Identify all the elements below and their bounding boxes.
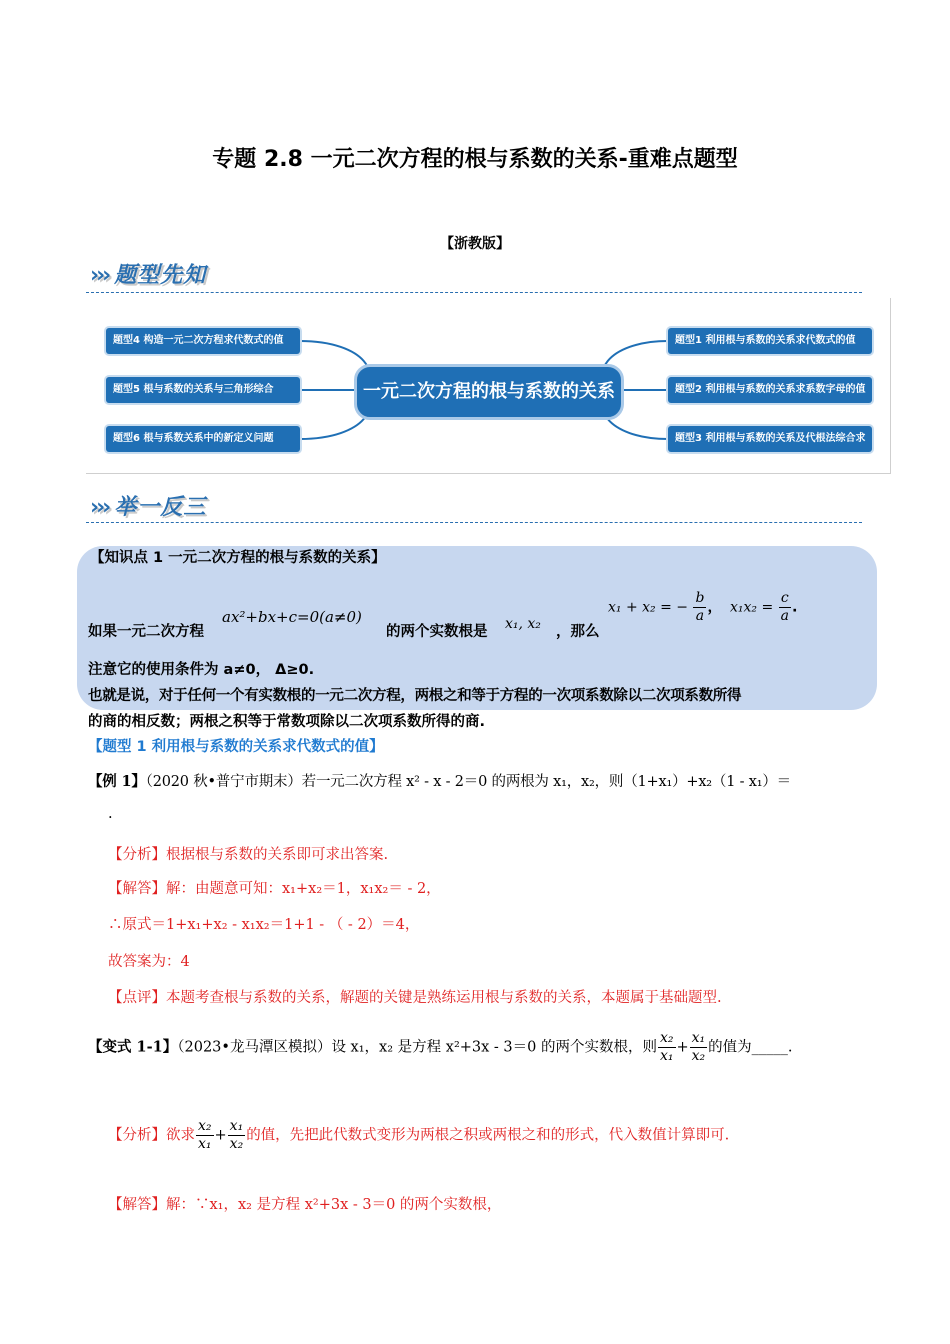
- answer-line1: 解：由题意可知：x₁+x₂＝1，x₁x₂＝ - 2，: [166, 881, 441, 897]
- knowledge-line1-c: ，那么: [556, 624, 600, 640]
- divider: [86, 292, 862, 293]
- answer-line1: 解：∵x₁，x₂ 是方程 x²+3x - 3＝0 的两个实数根，: [166, 1197, 502, 1213]
- product-formula: x₁x₂ = $\frac{c}{a}$ .: [730, 590, 798, 624]
- sum-fraction: [693, 590, 706, 625]
- section-header-label: 举一反三: [114, 495, 207, 520]
- example1-label: 【例 1】: [88, 773, 146, 790]
- answer-label: 【解答】: [108, 1197, 166, 1213]
- mindmap-node-type2[interactable]: 题型2 利用根与系数的关系求系数字母的值: [668, 377, 872, 403]
- example1-analysis: [108, 843, 388, 864]
- mindmap-node-type5[interactable]: 题型5 根与系数的关系与三角形综合: [106, 377, 300, 403]
- mindmap-node-type4[interactable]: 题型4 构造一元二次方程求代数式的值: [106, 328, 300, 354]
- fraction-numerator: x₁: [691, 1030, 706, 1046]
- example1-answer-line3: 故答案为：4: [108, 954, 190, 970]
- arrows-icon: ›››: [90, 495, 109, 520]
- page-title: 专题 2.8 一元二次方程的根与系数的关系-重难点题型: [212, 147, 738, 172]
- example1-comment: [108, 986, 722, 1007]
- product-lhs: x₁x₂ =: [730, 599, 774, 616]
- fraction-denominator: x₂: [691, 1048, 706, 1064]
- edition-label: 【浙教版】: [440, 236, 510, 252]
- knowledge-line4: 的商的相反数；两根之积等于常数项除以二次项系数所得的商.: [88, 714, 486, 730]
- example1-blank: .: [108, 806, 113, 822]
- plus-sign: +: [676, 1039, 689, 1056]
- mindmap-node-type3[interactable]: 题型3 利用根与系数的关系及代根法综合求值: [668, 426, 872, 452]
- variant11-fraction-2: [690, 1030, 708, 1065]
- product-denominator: a: [780, 608, 790, 624]
- mindmap-node-type1[interactable]: 题型1 利用根与系数的关系求代数式的值: [668, 328, 872, 354]
- mindmap-node-type6[interactable]: 题型6 根与系数关系中的新定义问题: [106, 426, 300, 452]
- analysis-text-a: 欲求: [166, 1127, 195, 1144]
- example1-text: （2020 秋•普宁市期末）若一元二次方程 x² - x - 2＝0 的两根为 x₁，x₂，则（1+x₁）+x₂（1 - x₁）＝: [145, 774, 791, 790]
- mind-map: [86, 298, 891, 474]
- knowledge-line1-b: 的两个实数根是: [386, 624, 488, 640]
- arrows-icon: ›››: [90, 263, 109, 288]
- fraction-numerator: x₂: [659, 1030, 674, 1046]
- analysis-label: 【分析】: [108, 847, 166, 863]
- analysis-text-b: 的值，先把此代数式变形为两根之积或两根之和的形式，代入数值计算即可.: [246, 1127, 730, 1144]
- type1-heading: 【题型 1 利用根与系数的关系求代数式的值】: [88, 739, 384, 755]
- section-header-label: 题型先知: [114, 263, 207, 288]
- fraction-numerator: x₂: [198, 1118, 212, 1134]
- comment-text: 本题考查根与系数的关系，解题的关键是熟练运用根与系数的关系，本题属于基础题型.: [166, 990, 722, 1006]
- variant11-label: 【变式 1-1】: [88, 1038, 178, 1056]
- variant11-question: [88, 1030, 793, 1065]
- analysis-fraction-1: [196, 1118, 214, 1153]
- example1-question: [88, 770, 868, 791]
- analysis-label: 【分析】: [108, 1127, 166, 1144]
- variant11-text: （2023•龙马潭区模拟）设 x₁，x₂ 是方程 x²+3x - 3＝0 的两个实数根，则: [177, 1039, 657, 1056]
- sum-lhs: x₁ + x₂ = −: [608, 599, 689, 616]
- product-fraction: [779, 590, 791, 625]
- fraction-numerator: x₁: [229, 1118, 244, 1134]
- fraction-denominator: x₂: [229, 1136, 244, 1152]
- example1-answer: [108, 877, 441, 898]
- answer-label: 【解答】: [108, 881, 166, 897]
- sum-formula: x₁ + x₂ = − $\frac{b}{a}$ ，: [608, 590, 722, 624]
- knowledge-note: 注意它的使用条件为 a≠0， Δ≥0.: [88, 662, 315, 678]
- sum-numerator: b: [695, 590, 705, 606]
- variant11-analysis: [108, 1118, 729, 1153]
- fraction-denominator: x₁: [198, 1136, 212, 1152]
- product-numerator: c: [779, 590, 791, 608]
- analysis-text: 根据根与系数的关系即可求出答案.: [166, 847, 389, 863]
- knowledge-line1-a: 如果一元二次方程: [88, 624, 204, 640]
- section-header-examples: [90, 490, 206, 521]
- mindmap-center-node[interactable]: 一元二次方程的根与系数的关系: [354, 364, 624, 420]
- analysis-fraction-2: [228, 1118, 246, 1153]
- knowledge-heading: 【知识点 1 一元二次方程的根与系数的关系】: [90, 550, 386, 566]
- example1-answer-line2: ∴原式＝1+x₁+x₂ - x₁x₂＝1+1 - （ - 2）＝4，: [108, 917, 420, 933]
- roots: x₁, x₂: [505, 616, 541, 632]
- comment-label: 【点评】: [108, 990, 166, 1006]
- equation: ax²+bx+c=0(a≠0): [222, 608, 362, 626]
- divider: [86, 522, 862, 523]
- variant11-answer: [108, 1193, 501, 1214]
- sum-denominator: a: [695, 608, 705, 624]
- plus-sign: +: [214, 1127, 227, 1144]
- variant11-tail: 的值为_____.: [708, 1039, 793, 1056]
- fraction-denominator: x₁: [659, 1048, 674, 1064]
- section-header-types: [90, 258, 206, 289]
- knowledge-line3: 也就是说，对于任何一个有实数根的一元二次方程，两根之和等于方程的一次项系数除以二次项系数所得: [88, 688, 742, 704]
- variant11-fraction-1: [658, 1030, 676, 1065]
